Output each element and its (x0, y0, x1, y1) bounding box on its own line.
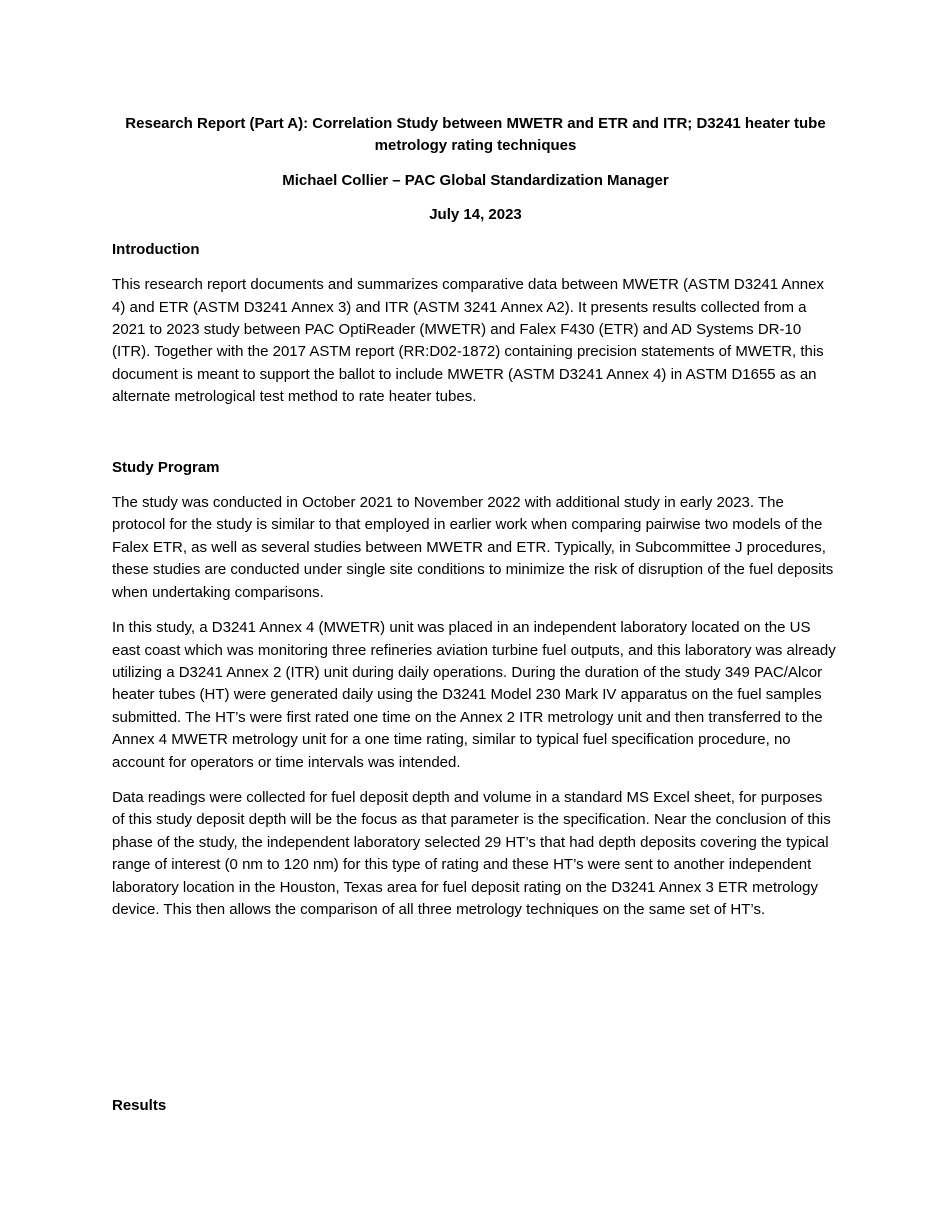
document-page (112, 113, 839, 921)
study-program-paragraph-1: The study was conducted in October 2021 to November 2022 with additional study in early 2023. The protocol for the study is similar to that employed in earlier work when comparing pairwise two models of the Falex ETR, as well as several studies between MWETR and ETR. Typically, in Subcommittee J procedures, these studies are conducted under single site conditions to minimize the risk of disruption of the fuel deposits when undertaking comparisons. (112, 494, 834, 601)
report-author: Michael Collier – PAC Global Standardization Manager (282, 172, 669, 189)
introduction-heading: Introduction (112, 240, 200, 258)
study-program-paragraph-3: Data readings were collected for fuel deposit depth and volume in a standard MS Excel sheet, for purposes of this study deposit depth will be the focus as that parameter is the specification. Near the conclusion of this phase of the study, the independent laboratory selected 29 HT’s that had depth deposits covering the typical range of interest (0 nm to 120 nm) for this type of rating and these HT’s were sent to another independent laboratory location in the Houston, Texas area for fuel deposit rating on the D3241 Annex 3 ETR metrology device. This then allows the comparison of all three metrology techniques on the same set of HT’s. (112, 788, 831, 918)
report-date: July 14, 2023 (429, 206, 522, 224)
results-heading: Results (112, 1097, 167, 1114)
study-program-paragraph-2: In this study, a D3241 Annex 4 (MWETR) unit was placed in an independent laboratory located on the US east coast which was monitoring three refineries aviation turbine fuel outputs, and this laboratory was already utilizing a D3241 Annex 2 (ITR) unit during daily operations. During the duration of the study 349 PAC/Alcor heater tubes (HT) were generated daily using the D3241 Model 230 Mark IV apparatus on the fuel samples submitted. The HT’s were first rated one time on the Annex 2 ITR metrology unit and then transferred to the Annex 4 MWETR metrology unit for a one time rating, similar to typical fuel specification procedure, no account for operators or time intervals was intended. (112, 619, 836, 771)
study-program-heading: Study Program (112, 458, 220, 476)
report-title: Research Report (Part A): Correlation Study between MWETR and ETR and ITR; D3241 heater tube metrology rating techniques (125, 115, 826, 154)
introduction-paragraph: This research report documents and summarizes comparative data between MWETR (ASTM D3241 Annex 4) and ETR (ASTM D3241 Annex 3) and ITR (ASTM 3241 Annex A2). It presents results collected from a 2021 to 2023 study between PAC OptiReader (MWETR) and Falex F430 (ETR) and AD Systems DR-10 (ITR). Together with the 2017 ASTM report (RR:D02-1872) containing precision statements of MWETR, this document is meant to support the ballot to include MWETR (ASTM D3241 Annex 4) in ASTM D1655 as an alternate metrological test method to rate heater tubes. (112, 276, 824, 406)
